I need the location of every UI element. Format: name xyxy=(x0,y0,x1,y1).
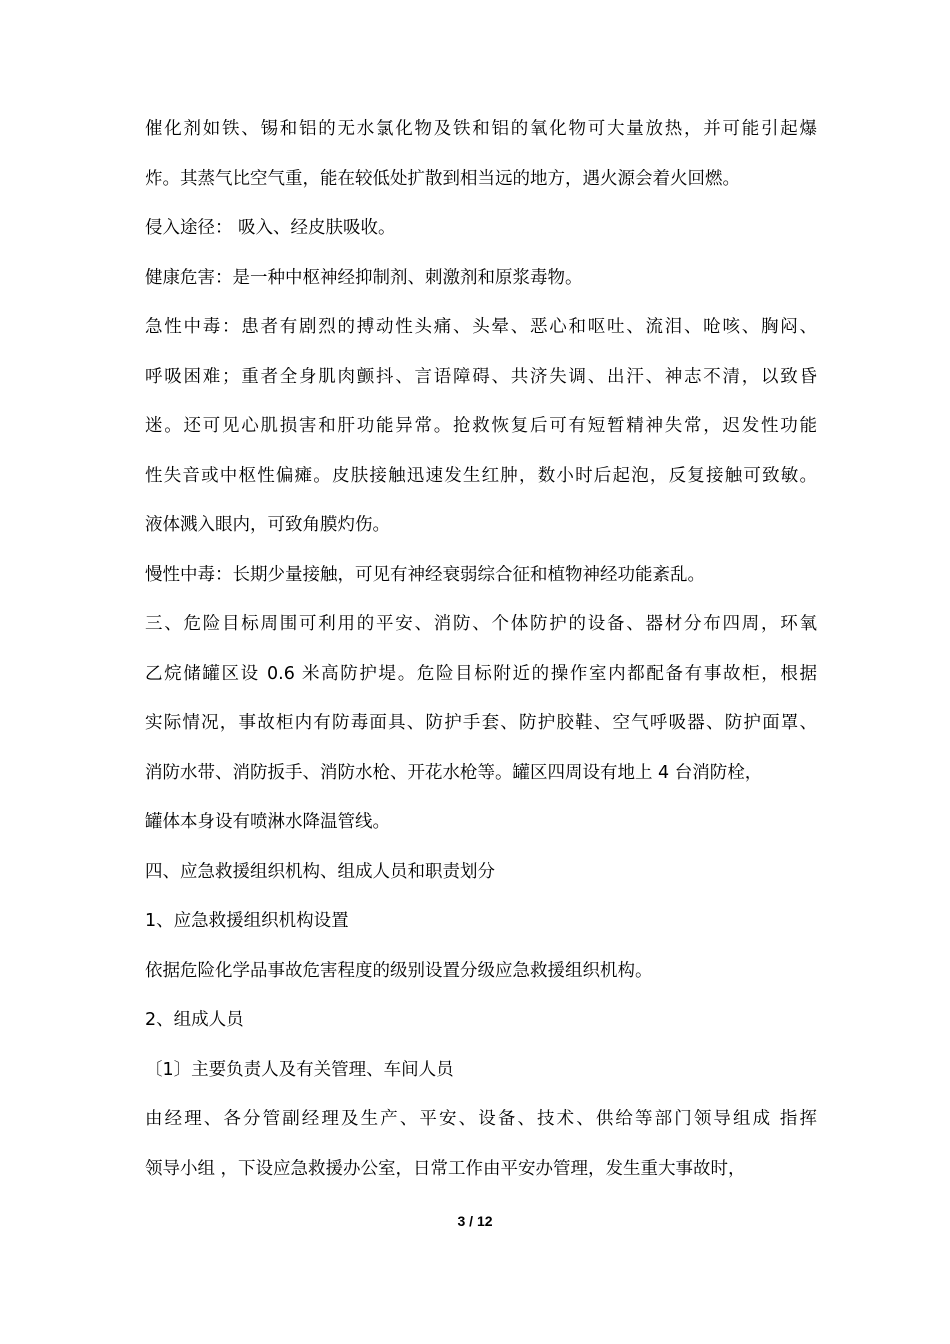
body-text xyxy=(145,105,817,1194)
page-number: 3 / 12 xyxy=(457,1213,493,1229)
text-line-21: 由经理、各分管副经理及生产、平安、设备、技术、供给等部门领导组成 指挥 xyxy=(145,1109,817,1129)
text-line-4: 健康危害：是一种中枢神经抑制剂、刺激剂和原浆毒物。 xyxy=(145,267,583,288)
subheading-1: 1、应急救援组织机构设置 xyxy=(145,911,349,931)
text-line-5: 急性中毒：患者有剧烈的搏动性头痛、头晕、恶心和呕吐、流泪、呛咳、胸闷、 xyxy=(145,317,817,337)
text-line-6: 呼吸困难；重者全身肌肉颤抖、言语障碍、共济失调、出汗、神志不清，以致昏 xyxy=(145,366,817,387)
text-line-14: 消防水带、消防扳手、消防水枪、开花水枪等。罐区四周设有地上 4 台消防栓， xyxy=(145,762,763,783)
text-line-8: 性失音或中枢性偏瘫。皮肤接触迅速发生红肿，数小时后起泡，反复接触可致敏。 xyxy=(145,465,817,486)
text-line-3: 侵入途径： 吸入、经皮肤吸收。 xyxy=(145,218,396,238)
text-line-13: 实际情况，事故柜内有防毒面具、防护手套、防护胶鞋、空气呼吸器、防护面罩、 xyxy=(145,713,817,733)
text-line-22: 领导小组 ，下设应急救援办公室，日常工作由平安办管理，发生重大事故时， xyxy=(145,1158,746,1179)
text-line-2: 炸。其蒸气比空气重，能在较低处扩散到相当远的地方，遇火源会着火回燃。 xyxy=(145,168,740,189)
text-line-11: 三、危险目标周围可利用的平安、消防、个体防护的设备、器材分布四周，环氧 xyxy=(145,614,817,634)
text-line-15: 罐体本身设有喷淋水降温管线。 xyxy=(145,812,390,832)
text-line-7: 迷。还可见心肌损害和肝功能异常。抢救恢复后可有短暂精神失常，迟发性功能 xyxy=(145,416,817,436)
section-heading-4: 四、应急救援组织机构、组成人员和职责划分 xyxy=(145,861,495,882)
text-line-18: 依据危险化学品事故危害程度的级别设置分级应急救援组织机构。 xyxy=(145,960,653,981)
text-line-12: 乙烷储罐区设 0.6 米高防护堤。危险目标附近的操作室内都配备有事故柜，根据 xyxy=(145,663,817,684)
text-line-10: 慢性中毒：长期少量接触，可见有神经衰弱综合征和植物神经功能紊乱。 xyxy=(145,564,705,585)
text-line-1: 催化剂如铁、锡和铝的无水氯化物及铁和铝的氧化物可大量放热，并可能引起爆 xyxy=(145,119,817,139)
text-line-9: 液体溅入眼内，可致角膜灼伤。 xyxy=(145,515,390,535)
subheading-2-1: 〔1〕主要负责人及有关管理、车间人员 xyxy=(145,1059,454,1080)
subheading-2: 2、组成人员 xyxy=(145,1010,244,1030)
